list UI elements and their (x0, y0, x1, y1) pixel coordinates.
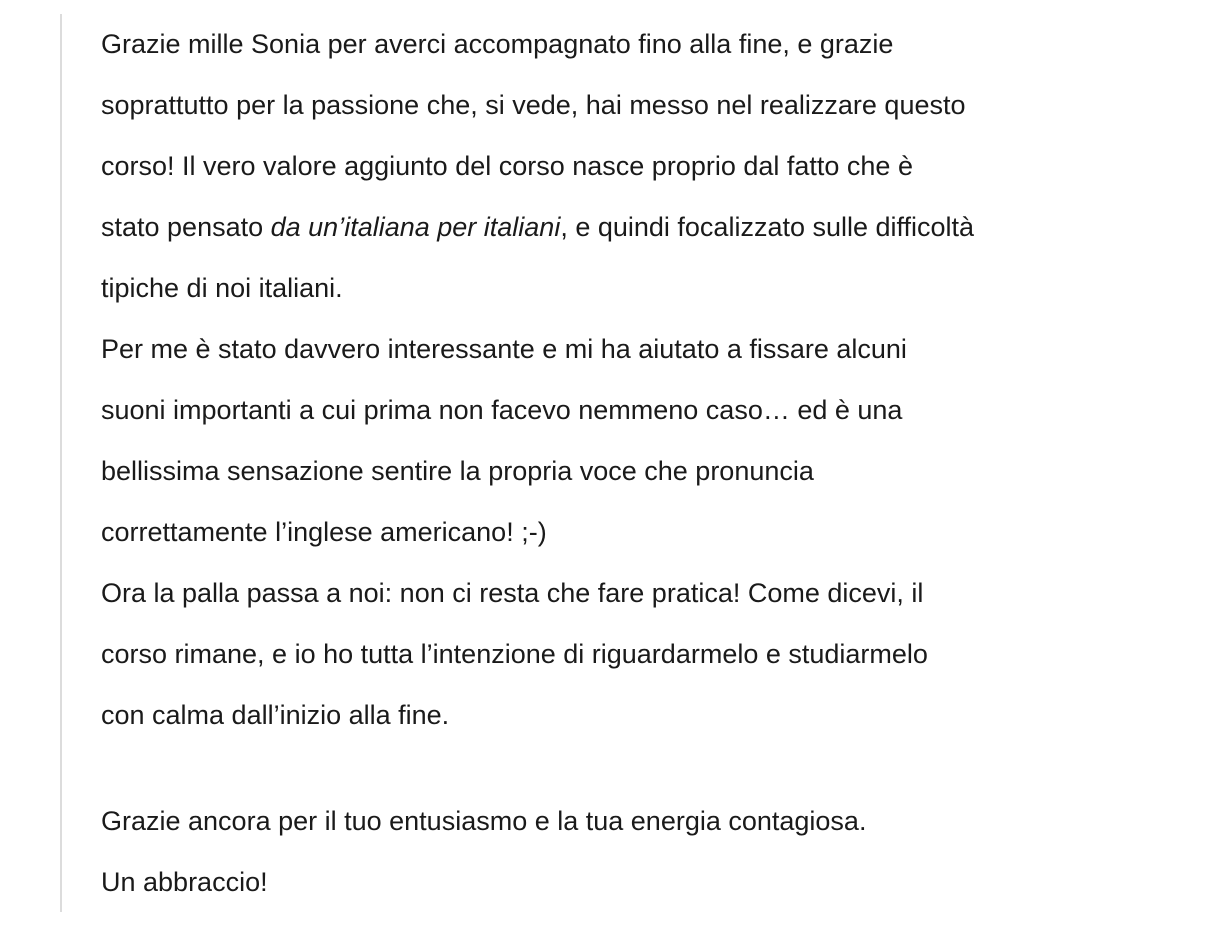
comment-body (101, 14, 1111, 913)
paragraph-closing (101, 791, 1111, 913)
text-segment: stato pensato (101, 212, 271, 242)
text-line: correttamente l’inglese americano! ;-) (101, 517, 547, 547)
text-line: corso! Il vero valore aggiunto del corso nasce proprio dal fatto che è (101, 151, 913, 181)
paragraph-thanks (101, 14, 1111, 319)
text-segment: , e quindi focalizzato sulle difficoltà (560, 212, 975, 242)
text-line: Grazie ancora per il tuo entusiasmo e la tua energia contagiosa. (101, 806, 867, 836)
text-line: tipiche di noi italiani. (101, 273, 343, 303)
emphasis-text: da un’italiana per italiani (270, 212, 561, 242)
text-line: Grazie mille Sonia per averci accompagnato fino alla fine, e grazie (101, 29, 894, 59)
quote-left-border (60, 14, 62, 912)
text-line: soprattutto per la passione che, si vede, hai messo nel realizzare questo (101, 90, 966, 120)
text-line: Un abbraccio! (101, 867, 268, 897)
text-line: corso rimane, e io ho tutta l’intenzione di riguardarmelo e studiarmelo (101, 639, 928, 669)
text-line: Per me è stato davvero interessante e mi ha aiutato a fissare alcuni (101, 334, 907, 364)
text-line: bellissima sensazione sentire la propria voce che pronuncia (101, 456, 814, 486)
text-line (101, 197, 1111, 258)
paragraph-gap (101, 746, 1111, 791)
text-line: con calma dall’inizio alla fine. (101, 700, 450, 730)
paragraph-experience (101, 319, 1111, 563)
text-line: suoni importanti a cui prima non facevo nemmeno caso… ed è una (101, 395, 903, 425)
paragraph-practice (101, 563, 1111, 746)
text-line: Ora la palla passa a noi: non ci resta che fare pratica! Come dicevi, il (101, 578, 924, 608)
